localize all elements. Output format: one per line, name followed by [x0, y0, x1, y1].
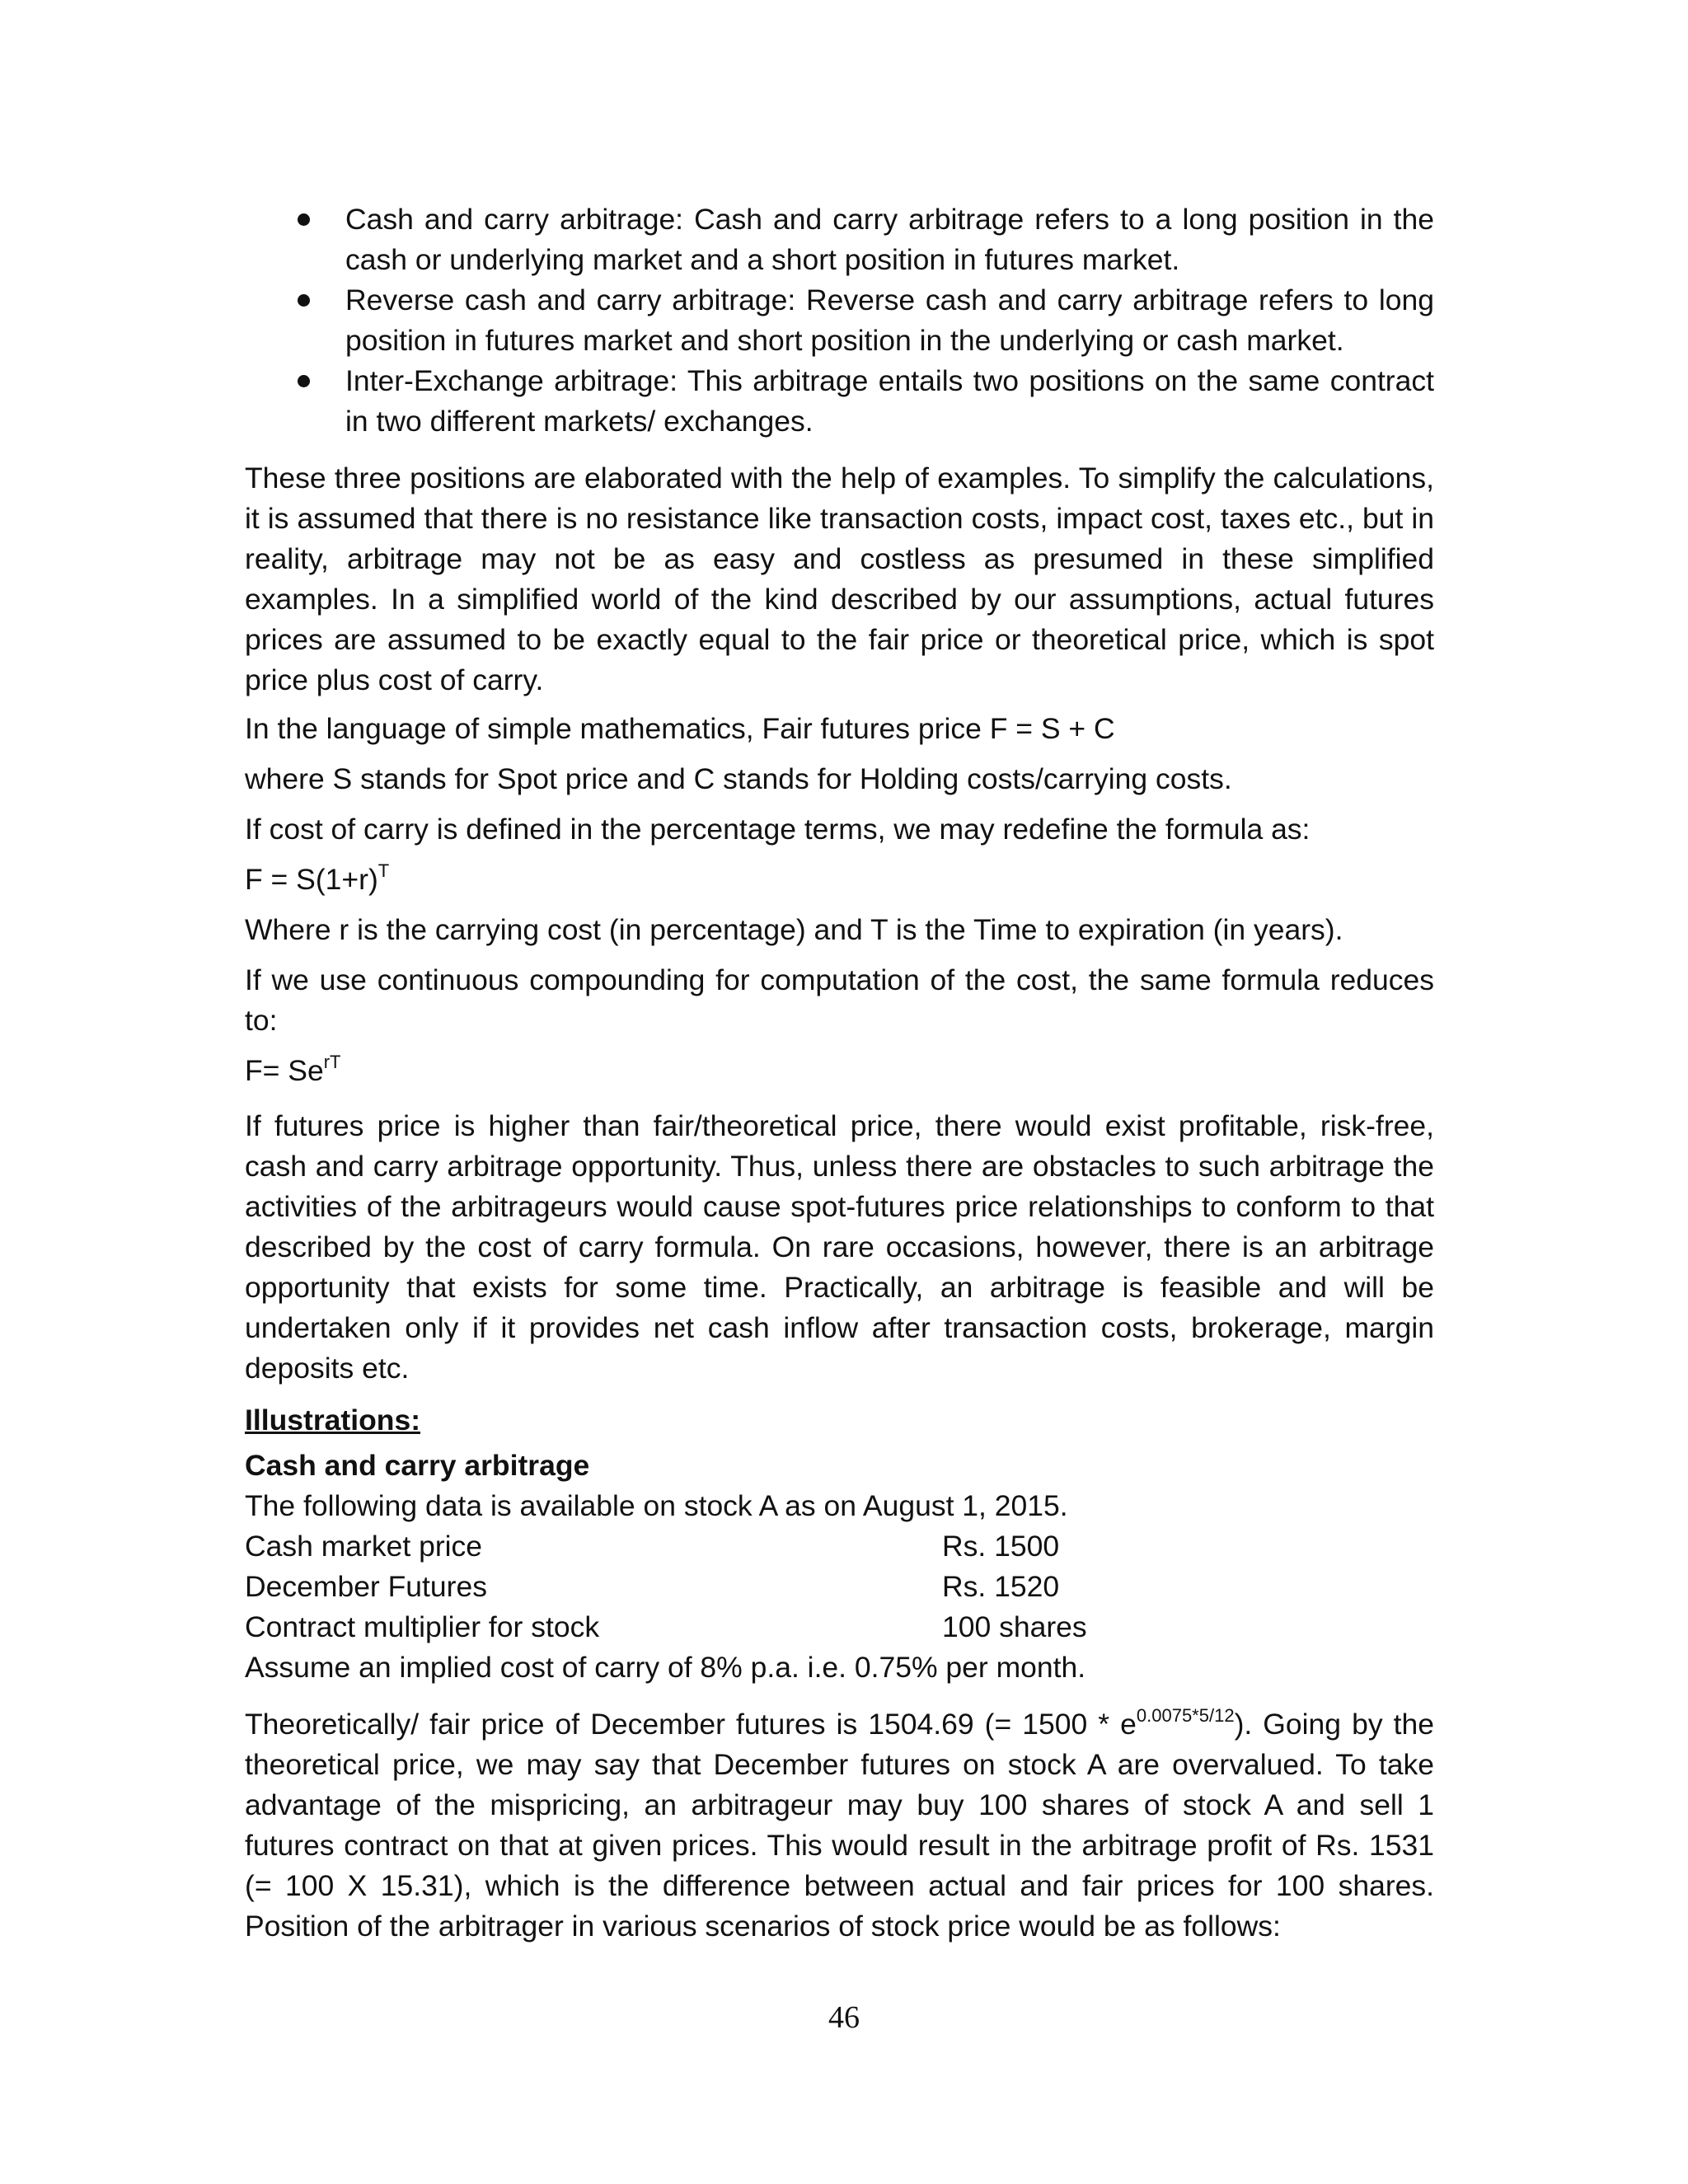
formula-discrete [245, 860, 1434, 900]
formula-continuous-exponent: rT [323, 1052, 341, 1072]
theory-part2: ). Going by the theoretical price, we may say that December futures on stock A are overvalued. To take advantage of the mispricing, an arbitrageur may buy 100 shares of stock A and sell 1 futures contract on that at given prices. This would result in the arbitrage profit of Rs. 1531 (= 100 X 15.31), which is the difference between actual and fair prices for 100 shares. Position of the arbitrager in various scenarios of stock price would be as follows: [245, 1708, 1434, 1943]
illustrations-heading: Illustrations: [245, 1404, 421, 1436]
bullet-icon [298, 294, 310, 307]
theory-part1: Theoretically/ fair price of December futures is 1504.69 (= 1500 * e [245, 1708, 1137, 1741]
table-row [245, 1567, 1434, 1607]
theory-exponent: 0.0075*5/12 [1136, 1705, 1235, 1726]
intro-paragraph: These three positions are elaborated with the help of examples. To simplify the calculations, it is assumed that there is no resistance like transaction costs, impact cost, taxes etc., but in reality, arbitrage may not be as easy and costless as presumed in these simplified examples. In a simplified world of the kind described by our assumptions, actual futures prices are assumed to be exactly equal to the fair price or theoretical price, which is spot price plus cost of carry. [245, 462, 1434, 696]
list-item [245, 199, 1434, 280]
bullet-icon [298, 375, 310, 387]
formula-discrete-base: F = S(1+r) [245, 863, 378, 896]
row-label: Contract multiplier for stock [245, 1610, 600, 1643]
page-number: 46 [828, 2000, 860, 2035]
math-language-line: In the language of simple mathematics, Fair futures price F = S + C [245, 712, 1115, 745]
percentage-terms-line: If cost of carry is defined in the percentage terms, we may redefine the formula as: [245, 813, 1311, 846]
formula-continuous [245, 1051, 1434, 1091]
row-label: December Futures [245, 1570, 487, 1603]
page-content [245, 199, 1434, 1955]
theory-paragraph [245, 1704, 1434, 1947]
where-r-line: Where r is the carrying cost (in percentage) and T is the Time to expiration (in years). [245, 913, 1343, 946]
list-item [245, 361, 1434, 442]
cash-carry-heading: Cash and carry arbitrage [245, 1449, 590, 1482]
list-item-text: Inter-Exchange arbitrage: This arbitrage entails two positions on the same contract in two different markets/ exchanges. [345, 364, 1434, 438]
row-value: 100 shares [942, 1610, 1087, 1643]
bullet-icon [298, 213, 310, 226]
formula-discrete-exponent: T [377, 860, 390, 881]
row-label: Cash market price [245, 1530, 483, 1563]
stock-data-table [245, 1526, 1434, 1647]
assume-line: Assume an implied cost of carry of 8% p.a. i.e. 0.75% per month. [245, 1651, 1086, 1684]
arbitrage-paragraph: If futures price is higher than fair/theoretical price, there would exist profitable, risk-free, cash and carry arbitrage opportunity. Thus, unless there are obstacles to such arbitrage the activities of the arbitrageurs would cause spot-futures price relationships to conform to that described by the cost of carry formula. On rare occasions, however, there is an arbitrage opportunity that exists for some time. Practically, an arbitrage is feasible and will be undertaken only if it provides net cash inflow after transaction costs, brokerage, margin deposits etc. [245, 1109, 1434, 1385]
arbitrage-types-list [245, 199, 1434, 442]
list-item-text: Reverse cash and carry arbitrage: Reverse cash and carry arbitrage refers to long position in futures market and short position in the underlying or cash market. [345, 284, 1434, 357]
row-value: Rs. 1500 [942, 1530, 1060, 1563]
row-value: Rs. 1520 [942, 1570, 1060, 1603]
where-s-line: where S stands for Spot price and C stands for Holding costs/carrying costs. [245, 762, 1232, 795]
table-row [245, 1607, 1434, 1647]
list-item [245, 280, 1434, 361]
formula-continuous-base: F= Se [245, 1054, 324, 1087]
list-item-text: Cash and carry arbitrage: Cash and carry arbitrage refers to a long position in the cash or underlying market and a short position in futures market. [345, 203, 1434, 276]
continuous-line: If we use continuous compounding for computation of the cost, the same formula reduces to: [245, 963, 1434, 1037]
table-row [245, 1526, 1434, 1567]
data-intro: The following data is available on stock A as on August 1, 2015. [245, 1489, 1068, 1522]
